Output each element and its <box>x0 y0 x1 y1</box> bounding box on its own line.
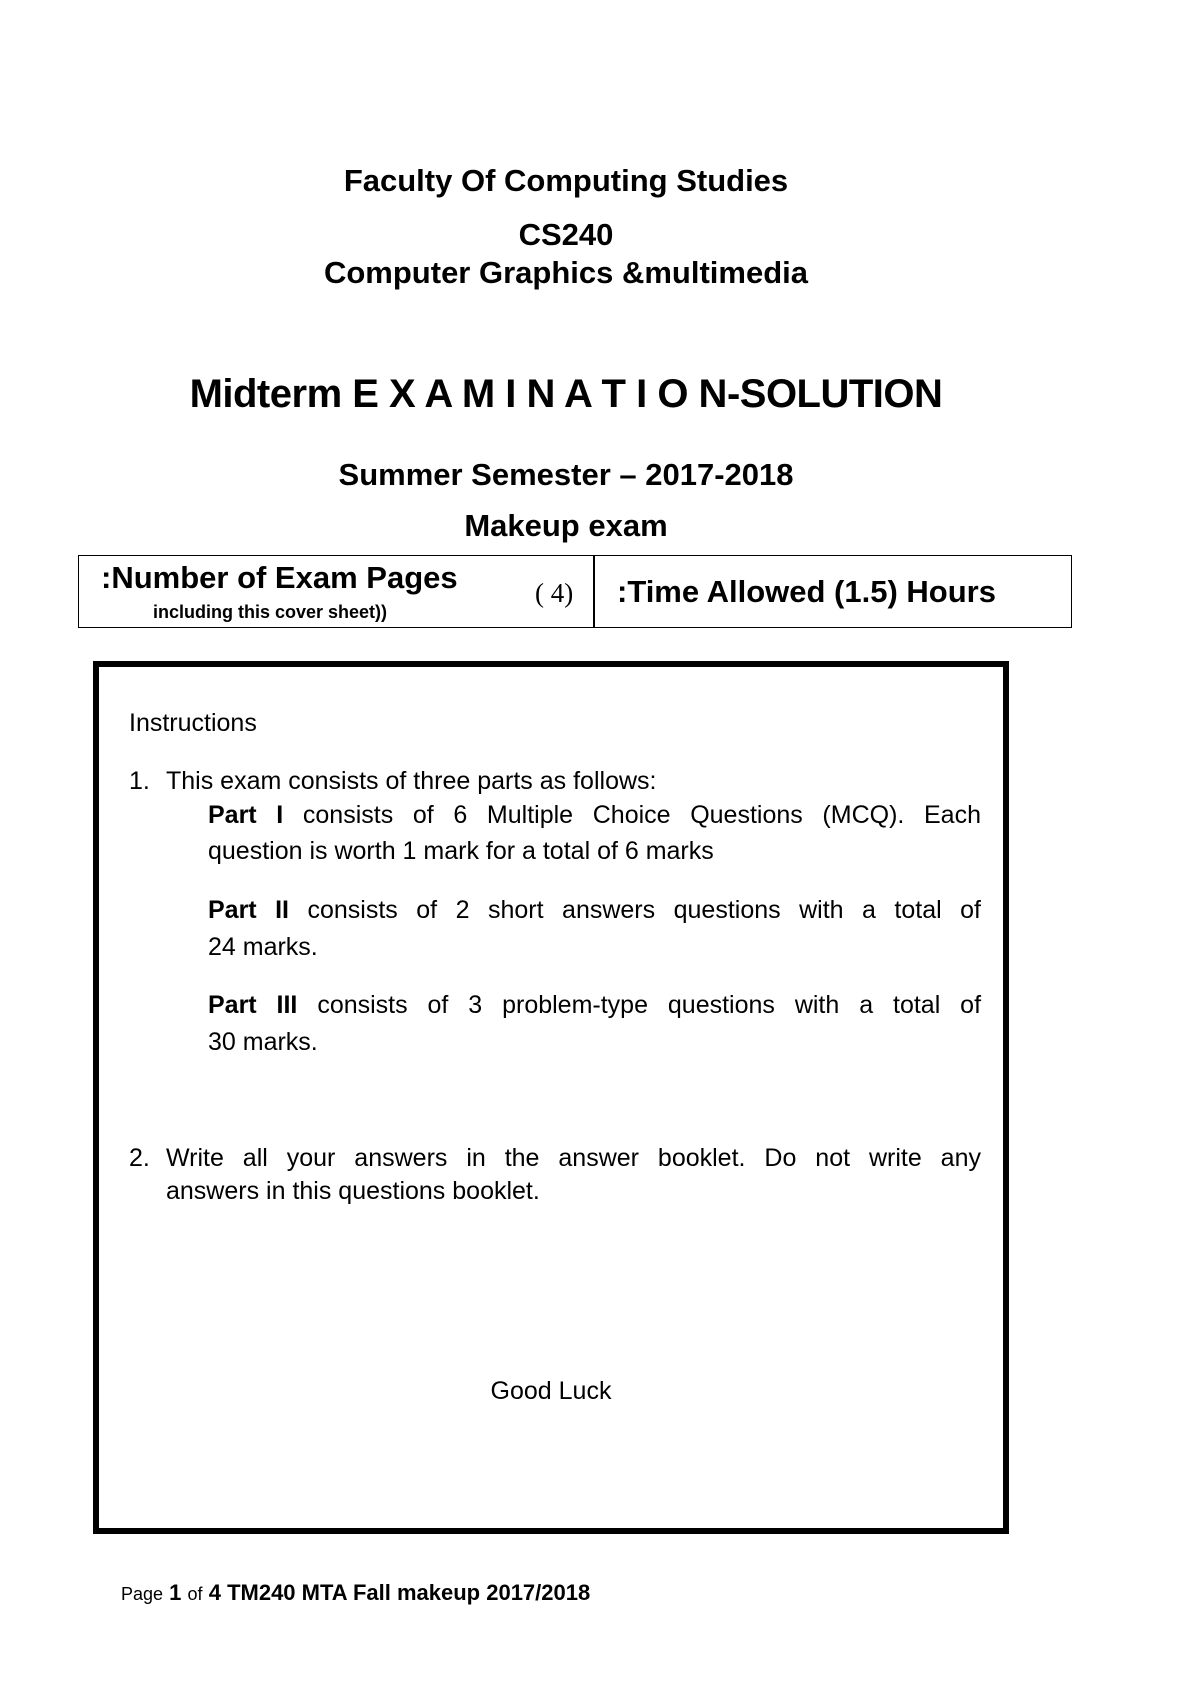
exam-type: Makeup exam <box>464 508 668 543</box>
item2-number: 2. <box>129 1144 150 1172</box>
part1-line1 <box>208 797 981 834</box>
item2-line1: Write all your answers in the answer booklet. Do not write any <box>166 1144 981 1172</box>
course-name: Computer Graphics &multimedia <box>323 255 809 290</box>
footer-page-total: 4 <box>208 1580 221 1605</box>
instructions-heading: Instructions <box>129 709 257 737</box>
pages-count: ( 4) <box>535 578 574 608</box>
part2-label: Part II <box>208 896 290 924</box>
exam-info-table <box>78 555 1072 628</box>
pages-note: including this cover sheet)) <box>153 602 388 622</box>
part3-line2: 30 marks. <box>208 1028 318 1056</box>
course-code: CS240 <box>518 217 614 252</box>
part3-text: consists of 3 problem-type questions with a total of <box>317 991 982 1019</box>
part2-line2: 24 marks. <box>208 933 318 961</box>
part2-line1 <box>208 892 981 929</box>
table-divider <box>593 556 595 627</box>
part2-text: consists of 2 short answers questions with a total of <box>307 896 981 924</box>
footer-page-word: Page <box>121 1584 164 1604</box>
footer-of-word: of <box>187 1584 203 1604</box>
faculty-name: Faculty Of Computing Studies <box>343 163 789 198</box>
item2-line2: answers in this questions booklet. <box>166 1177 540 1205</box>
footer-page-number: 1 <box>169 1580 182 1605</box>
part3-label: Part III <box>208 991 298 1019</box>
part3-line1 <box>208 987 981 1024</box>
item1-text: This exam consists of three parts as follows: <box>166 767 657 795</box>
page-footer <box>121 1580 590 1606</box>
exam-title: Midterm E X A M I N A T I O N-SOLUTION <box>189 372 943 416</box>
part1-line2: question is worth 1 mark for a total of 6 marks <box>208 837 714 865</box>
time-allowed: :Time Allowed (1.5) Hours <box>617 574 996 609</box>
item1-number: 1. <box>129 767 150 795</box>
semester: Summer Semester – 2017-2018 <box>338 457 794 492</box>
part1-label: Part I <box>208 801 284 829</box>
instructions-box <box>93 661 1009 1534</box>
pages-label: :Number of Exam Pages <box>101 560 458 595</box>
part1-text: consists of 6 Multiple Choice Questions (MCQ). Each <box>302 801 981 829</box>
footer-course-info: TM240 MTA Fall makeup 2017/2018 <box>227 1580 591 1605</box>
good-luck: Good Luck <box>490 1377 612 1405</box>
